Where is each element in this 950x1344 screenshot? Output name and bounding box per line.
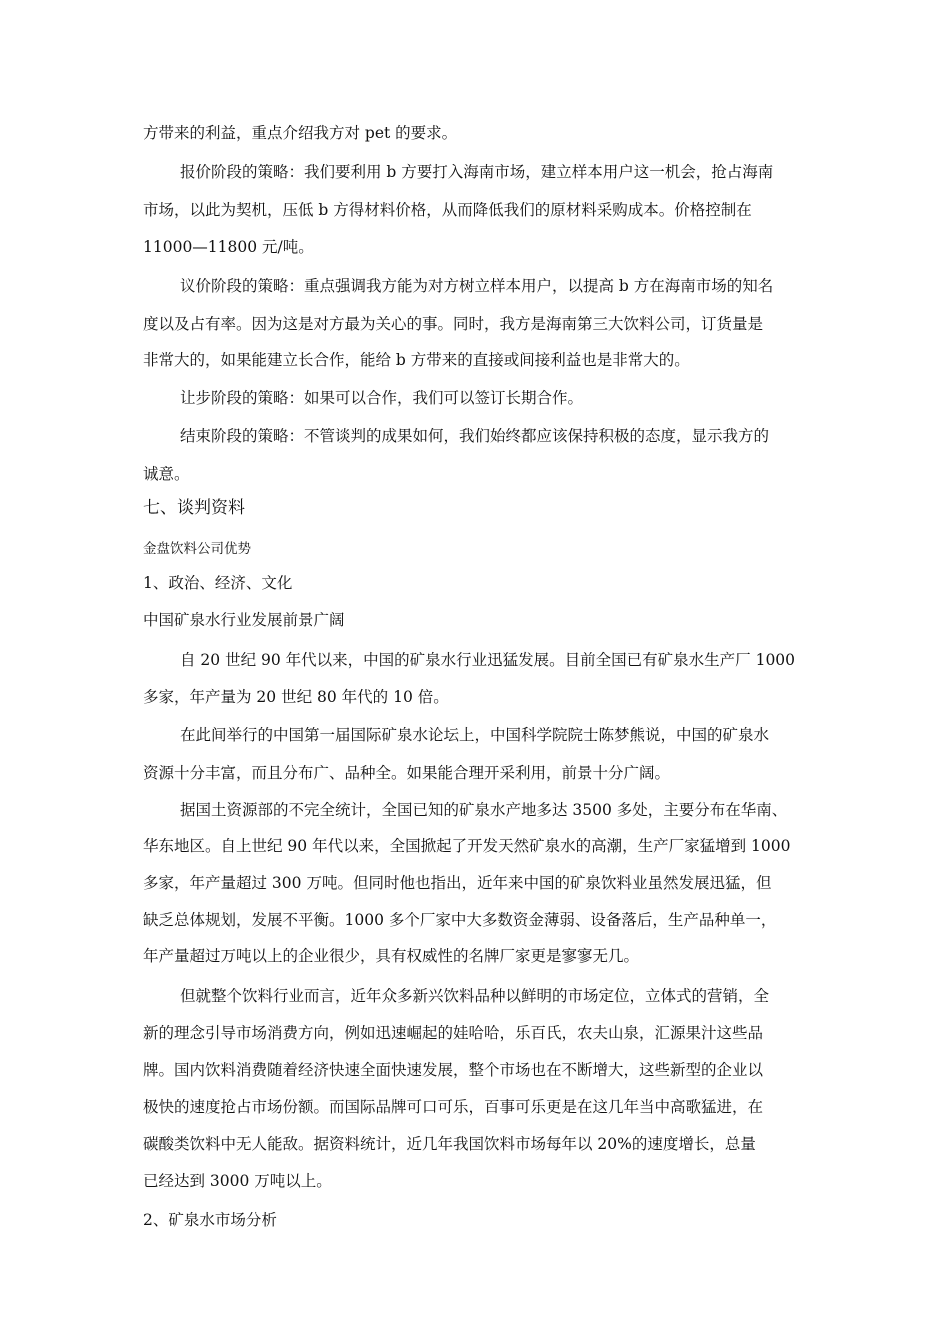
text-line: 度以及占有率。因为这是对方最为关心的事。同时，我方是海南第三大饮料公司，订货量是 [143,315,764,333]
text-line: 碳酸类饮料中无人能敌。据资料统计，近几年我国饮料市场每年以 20%的速度增长，总量 [143,1135,756,1153]
text-line: 年产量超过万吨以上的企业很少，具有权威性的名牌厂家更是寥寥无几。 [143,947,640,965]
text-line: 缺乏总体规划，发展不平衡。1000 多个厂家中大多数资金薄弱、设备落后，生产品种单一， [143,911,777,929]
text-line: 非常大的，如果能建立长合作，能给 b 方带来的直接或间接利益也是非常大的。 [143,351,690,369]
text-line: 报价阶段的策略：我们要利用 b 方要打入海南市场，建立样本用户这一机会，抢占海南 [180,163,774,181]
text-line: 资源十分丰富，而且分布广、品种全。如果能合理开采利用，前景十分广阔。 [143,764,671,782]
text-line: 牌。国内饮料消费随着经济快速全面快速发展，整个市场也在不断增大，这些新型的企业以 [143,1061,764,1079]
text-line: 在此间举行的中国第一届国际矿泉水论坛上，中国科学院院士陈梦熊说，中国的矿泉水 [180,726,770,744]
text-line: 华东地区。自上世纪 90 年代以来，全国掀起了开发天然矿泉水的高潮，生产厂家猛增到 1000 [143,837,791,855]
subheading: 2、矿泉水市场分析 [143,1211,277,1229]
text-line: 极快的速度抢占市场份额。而国际品牌可口可乐，百事可乐更是在这几年当中高歌猛进，在 [143,1098,764,1116]
text-line: 让步阶段的策略：如果可以合作，我们可以签订长期合作。 [180,389,584,407]
text-line: 新的理念引导市场消费方向，例如迅速崛起的娃哈哈，乐百氏，农夫山泉，汇源果汁这些品 [143,1024,764,1042]
text-line: 多家，年产量超过 300 万吨。但同时他也指出，近年来中国的矿泉饮料业虽然发展迅猛，但 [143,874,772,892]
text-line: 议价阶段的策略：重点强调我方能为对方树立样本用户，以提高 b 方在海南市场的知名 [180,277,774,295]
section-heading: 七、谈判资料 [143,498,245,518]
text-line: 结束阶段的策略：不管谈判的成果如何，我们始终都应该保持积极的态度，显示我方的 [180,427,770,445]
text-line: 已经达到 3000 万吨以上。 [143,1172,332,1190]
text-line: 方带来的利益，重点介绍我方对 pet 的要求。 [143,124,458,142]
text-line: 自 20 世纪 90 年代以来，中国的矿泉水行业迅猛发展。目前全国已有矿泉水生产厂 1000 [180,651,796,669]
subheading: 金盘饮料公司优势 [143,541,251,557]
text-line: 诚意。 [143,465,190,483]
text-line: 据国土资源部的不完全统计，全国已知的矿泉水产地多达 3500 多处，主要分布在华南、 [180,801,788,819]
text-line: 市场，以此为契机，压低 b 方得材料价格，从而降低我们的原材料采购成本。价格控制在 [143,201,752,219]
text-line: 多家，年产量为 20 世纪 80 年代的 10 倍。 [143,688,449,706]
subheading: 中国矿泉水行业发展前景广阔 [143,611,345,629]
text-line: 11000—11800 元/吨。 [143,238,314,256]
subheading: 1、政治、经济、文化 [143,574,293,592]
text-line: 但就整个饮料行业而言，近年众多新兴饮料品种以鲜明的市场定位，立体式的营销，全 [180,987,770,1005]
